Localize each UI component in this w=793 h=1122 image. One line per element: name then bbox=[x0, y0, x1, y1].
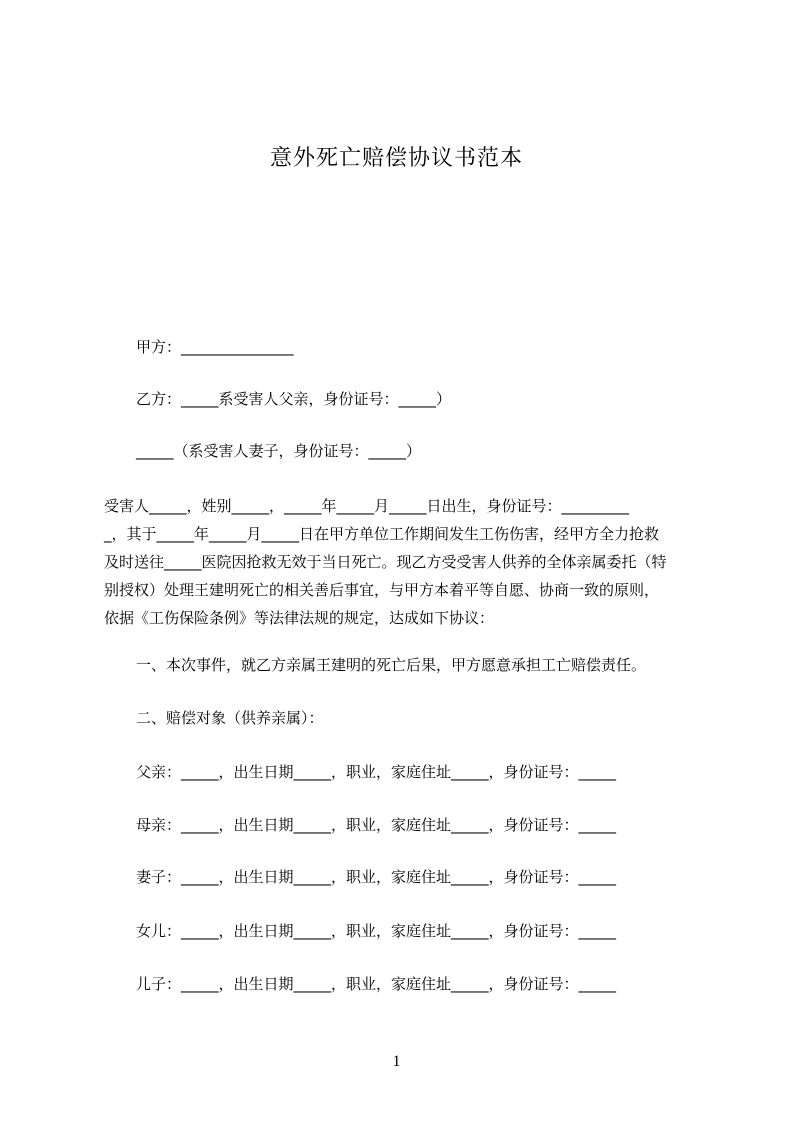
dependent-mother-line: 母亲：_____，出生日期_____，职业，家庭住址_____，身份证号：_____ bbox=[136, 816, 617, 834]
dependent-daughter-line: 女儿：_____，出生日期_____，职业，家庭住址_____，身份证号：_____ bbox=[136, 922, 617, 940]
clause-1: 一、本次事件，就乙方亲属王建明的死亡后果，甲方愿意承担工亡赔偿责任。 bbox=[136, 656, 647, 674]
dependent-son-line: 儿子：_____，出生日期_____，职业，家庭住址_____，身份证号：_____ bbox=[136, 975, 617, 993]
clause-2-heading: 二、赔偿对象（供养亲属）： bbox=[136, 709, 324, 727]
intro-paragraph-line: 及时送往_____医院因抢救无效于当日死亡。现乙方受受害人供养的全体亲属委托（特 bbox=[104, 553, 667, 571]
party-b-father-line: 乙方：_____系受害人父亲，身份证号：_____） bbox=[136, 390, 452, 408]
intro-paragraph-line: 受害人_____，姓别_____，_____年_____月_____日出生，身份证号：_________ bbox=[104, 497, 630, 515]
intro-paragraph bbox=[104, 492, 700, 632]
intro-paragraph-line: _，其于_____年_____月_____日在甲方单位工作期间发生工伤伤害，经甲方全力抢救 bbox=[104, 525, 660, 543]
dependent-wife-line: 妻子：_____，出生日期_____，职业，家庭住址_____，身份证号：_____ bbox=[136, 868, 617, 886]
page-number: 1 bbox=[392, 1053, 401, 1070]
party-b-wife-line: _____（系受害人妻子，身份证号：_____） bbox=[136, 442, 422, 460]
document-title: 意外死亡赔偿协议书范本 bbox=[269, 146, 523, 171]
dependent-father-line: 父亲：_____，出生日期_____，职业，家庭住址_____，身份证号：_____ bbox=[136, 763, 617, 781]
party-a-line: 甲方：_______________ bbox=[136, 338, 294, 356]
intro-paragraph-line: 别授权）处理王建明死亡的相关善后事宜，与甲方本着平等自愿、协商一致的原则， bbox=[104, 581, 660, 599]
intro-paragraph-line: 依据《工伤保险条例》等法律法规的规定，达成如下协议： bbox=[104, 609, 495, 627]
